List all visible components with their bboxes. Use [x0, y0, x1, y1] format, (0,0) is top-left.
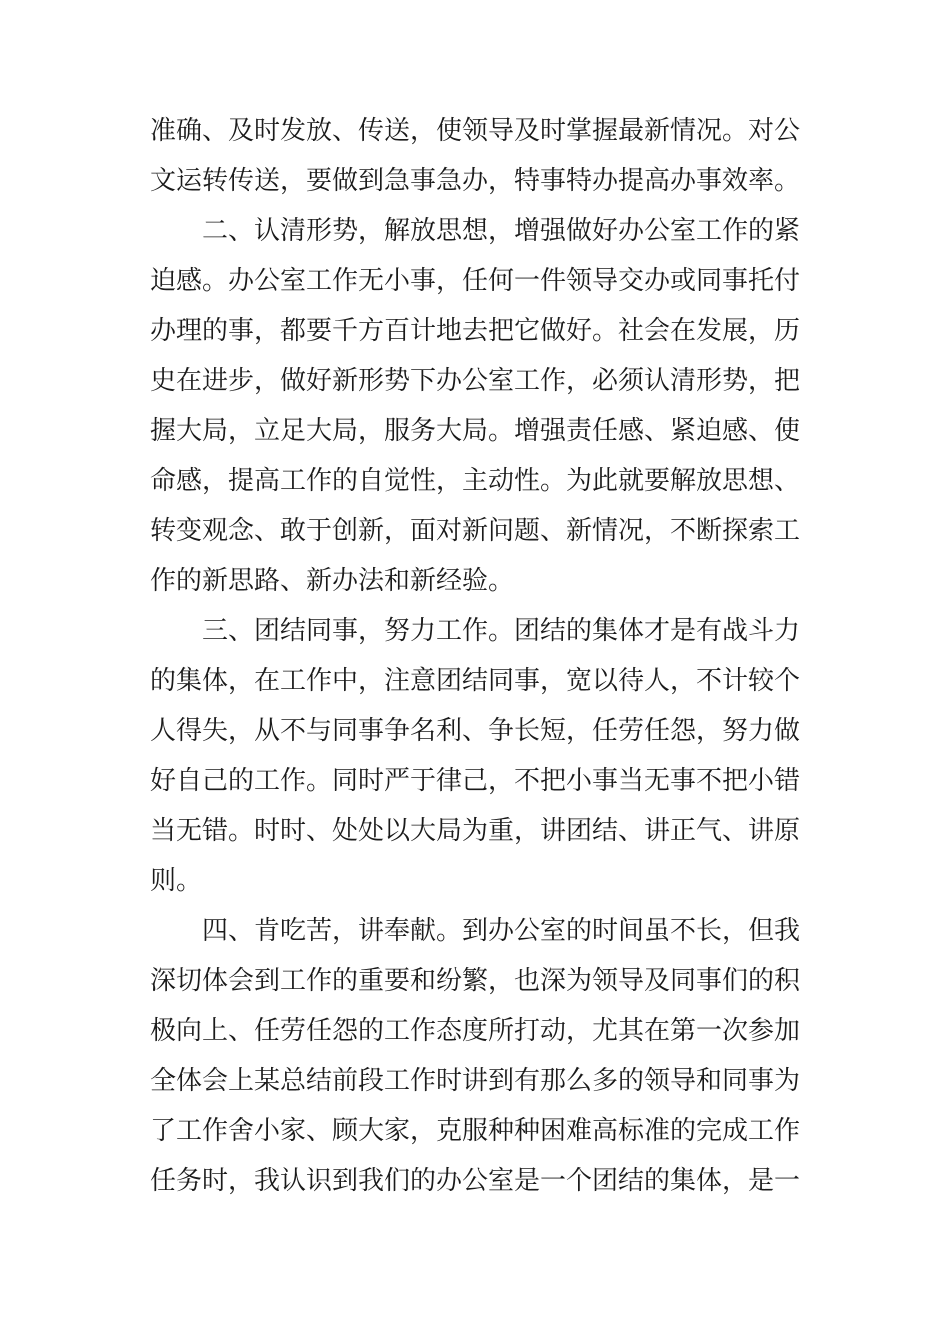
- text-line: 的集体，在工作中，注意团结同事，宽以待人，不计较个: [150, 666, 800, 696]
- text-line: 准确、及时发放、传送，使领导及时掌握最新情况。对公: [150, 116, 800, 146]
- text-line: 史在进步，做好新形势下办公室工作，必须认清形势，把: [150, 366, 800, 396]
- text-line: 二、认清形势，解放思想，增强做好办公室工作的紧: [150, 216, 800, 246]
- text-line: 作的新思路、新办法和新经验。: [150, 566, 515, 596]
- text-line: 四、肯吃苦，讲奉献。到办公室的时间虽不长，但我: [150, 916, 800, 946]
- text-line: 人得失，从不与同事争名利、争长短，任劳任怨，努力做: [150, 716, 800, 746]
- text-line: 深切体会到工作的重要和纷繁，也深为领导及同事们的积: [150, 966, 800, 996]
- text-line: 了工作舍小家、顾大家，克服种种困难高标准的完成工作: [150, 1116, 800, 1146]
- text-line: 办理的事，都要千方百计地去把它做好。社会在发展，历: [150, 316, 800, 346]
- text-line: 当无错。时时、处处以大局为重，讲团结、讲正气、讲原: [150, 816, 800, 846]
- text-line: 任务时，我认识到我们的办公室是一个团结的集体，是一: [150, 1166, 800, 1196]
- text-line: 握大局，立足大局，服务大局。增强责任感、紧迫感、使: [150, 416, 800, 446]
- text-line: 命感，提高工作的自觉性，主动性。为此就要解放思想、: [150, 466, 800, 496]
- text-line: 全体会上某总结前段工作时讲到有那么多的领导和同事为: [150, 1066, 800, 1096]
- text-line: 文运转传送，要做到急事急办，特事特办提高办事效率。: [150, 166, 800, 196]
- text-line: 三、团结同事，努力工作。团结的集体才是有战斗力: [150, 616, 800, 646]
- text-line: 好自己的工作。同时严于律己，不把小事当无事不把小错: [150, 766, 800, 796]
- text-line: 转变观念、敢于创新，面对新问题、新情况，不断探索工: [150, 516, 800, 546]
- text-line: 则。: [150, 866, 203, 896]
- text-line: 极向上、任劳任怨的工作态度所打动，尤其在第一次参加: [150, 1016, 800, 1046]
- text-line: 迫感。办公室工作无小事，任何一件领导交办或同事托付: [150, 266, 800, 296]
- document-body: [150, 106, 800, 1206]
